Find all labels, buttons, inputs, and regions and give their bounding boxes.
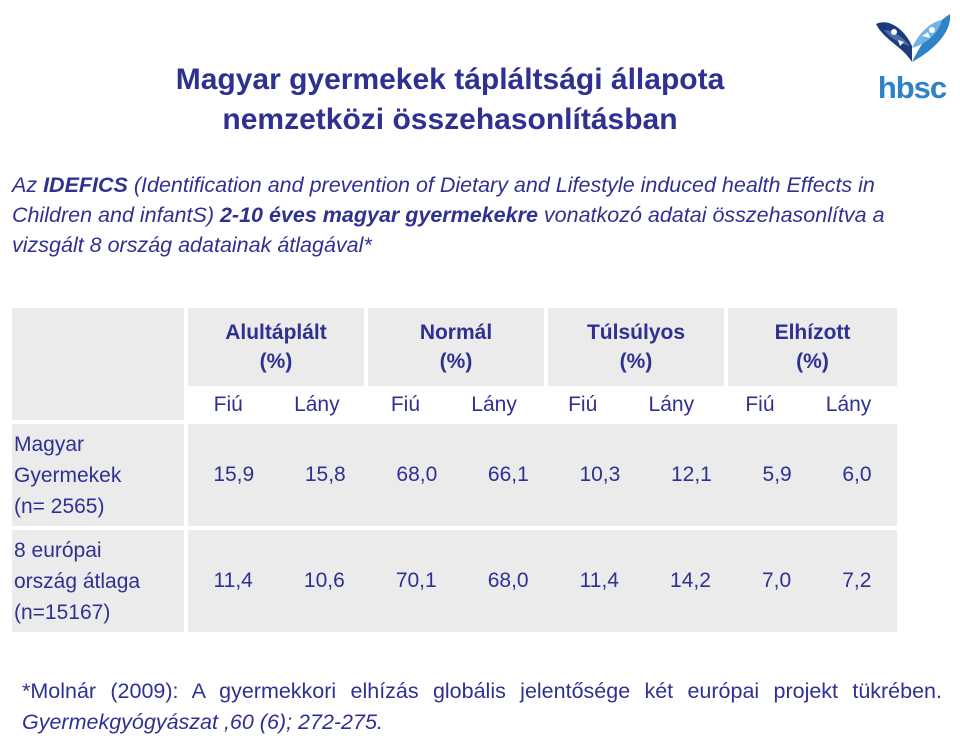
value-cell: 5,9 (762, 463, 792, 486)
hbsc-butterfly-icon (872, 6, 952, 68)
value-cell: 68,0 (396, 463, 438, 486)
value-cell: 15,9 (213, 463, 255, 486)
value-cell: 10,6 (303, 569, 345, 592)
intro-study-expansion: (Identification and prevention of Dietary and Lifestyle induced health Effects in Children and infantS) (12, 173, 875, 227)
value-cell: 6,0 (842, 463, 872, 486)
header-elhizott (728, 308, 897, 386)
intro-paragraph (12, 170, 942, 260)
value-cell: 7,2 (842, 569, 872, 592)
footnote-journal: Gyermekgyógyászat ,60 (6); 272-275. (22, 710, 383, 734)
row-label-line: ország átlaga (14, 569, 141, 593)
value-cell: 70,1 (395, 569, 437, 592)
row-label-line: 8 európai (14, 538, 102, 562)
header-elhizott-name: Elhízott (774, 321, 851, 344)
row-label-line: Magyar (14, 432, 85, 456)
sex-label: Lány (471, 393, 517, 416)
subheader-row (188, 390, 897, 420)
value-cell: 68,0 (487, 569, 529, 592)
intro-age-group: 2-10 éves magyar gyermekekre (219, 203, 538, 227)
sex-label: Fiú (568, 393, 598, 416)
header-tulsulyos-unit: (%) (619, 350, 653, 373)
row-label-europai (12, 530, 184, 632)
value-cell: 7,0 (761, 569, 792, 592)
value-cell: 66,1 (487, 463, 529, 486)
value-cell: 12,1 (670, 463, 712, 486)
page-title (0, 60, 900, 140)
value-cell: 15,8 (304, 463, 346, 486)
intro-rest: vonatkozó adatai összehasonlítva a vizsgált 8 ország adatainak átlagával* (12, 203, 885, 257)
value-cell: 14,2 (670, 569, 711, 592)
intro-prefix: Az (12, 173, 44, 197)
header-alultaplalt-name: Alultáplált (225, 321, 327, 344)
header-alultaplalt (188, 308, 364, 386)
sex-label: Fiú (390, 393, 421, 416)
value-cell: 11,4 (579, 569, 619, 592)
title-line-2: nemzetközi összehasonlításban (222, 103, 678, 136)
sex-label: Fiú (213, 393, 243, 416)
comparison-table (12, 308, 897, 632)
value-cell: 10,3 (579, 463, 621, 486)
intro-study-name: IDEFICS (43, 173, 128, 197)
footnote-text: *Molnár (2009): A gyermekkori elhízás globális jelentősége két európai projekt tükrében. (22, 679, 942, 703)
sex-label: Lány (648, 393, 695, 416)
footnote-reference (22, 676, 942, 738)
table-corner-cell (12, 308, 184, 420)
sex-label: Lány (825, 393, 872, 416)
table-row-europai (188, 530, 897, 632)
row-label-magyar (12, 424, 184, 526)
row-label-line: (n=15167) (14, 600, 111, 624)
header-tulsulyos (548, 308, 724, 386)
table-row-magyar (188, 424, 897, 526)
header-tulsulyos-name: Túlsúlyos (586, 321, 686, 344)
header-normal-unit: (%) (439, 350, 473, 373)
sex-label: Lány (294, 393, 340, 416)
logo-text: hbsc (877, 70, 947, 105)
row-label-line: (n= 2565) (14, 494, 105, 518)
title-line-1: Magyar gyermekek tápláltsági állapota (175, 63, 725, 96)
hbsc-logo (872, 6, 952, 110)
header-normal (368, 308, 544, 386)
row-label-line: Gyermekek (14, 463, 122, 487)
header-alultaplalt-unit: (%) (259, 350, 293, 373)
header-normal-name: Normál (419, 321, 493, 344)
sex-label: Fiú (745, 393, 775, 416)
value-cell: 11,4 (213, 569, 253, 592)
header-elhizott-unit: (%) (796, 350, 829, 373)
